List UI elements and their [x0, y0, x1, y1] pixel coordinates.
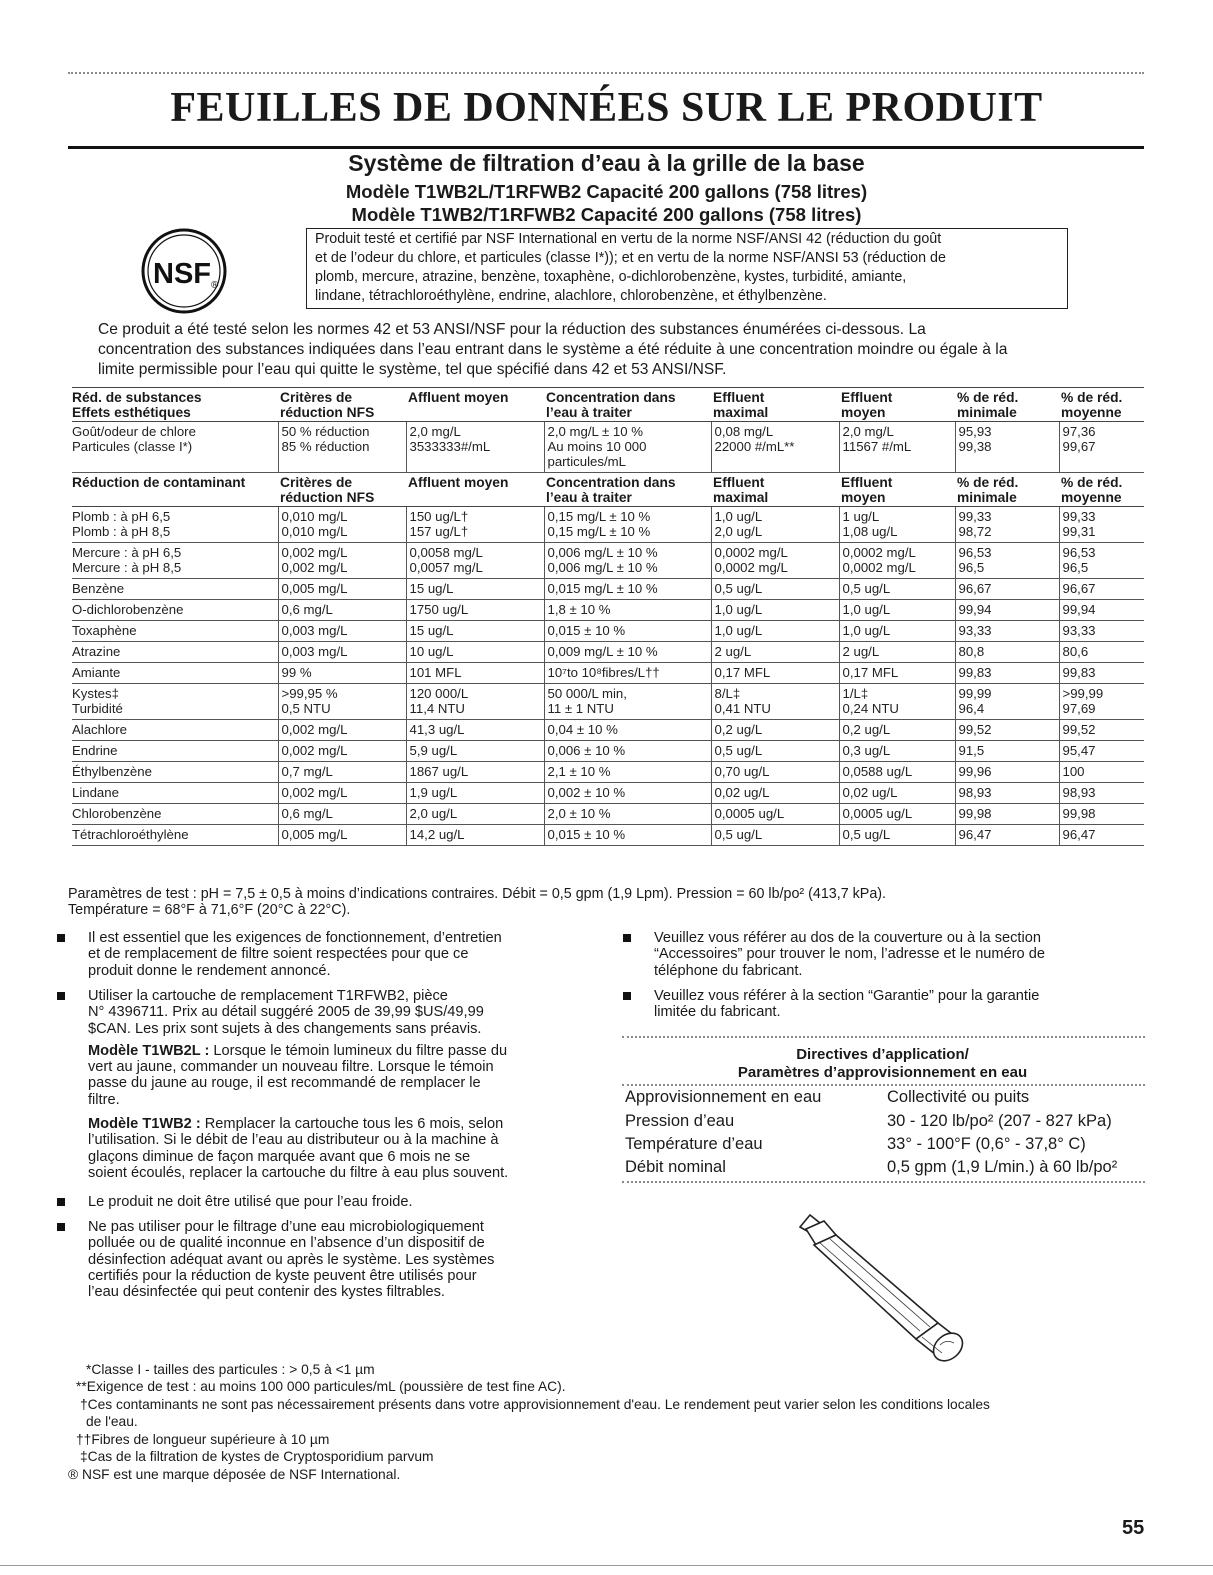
table-cell: 0,0002 mg/L 0,0002 mg/L — [839, 543, 955, 579]
table-cell: 0,08 mg/L 22000 #/mL** — [711, 422, 839, 473]
table-cell: 99,98 — [1059, 804, 1144, 825]
table-cell: 0,2 ug/L — [711, 720, 839, 741]
table-cell: 2 ug/L — [839, 642, 955, 663]
model-line-1: Modèle T1WB2L/T1RFWB2 Capacité 200 gallons (758 litres) — [345, 181, 868, 202]
page-number: 55 — [1122, 1517, 1145, 1539]
column-header: Effluent maximal — [711, 473, 839, 507]
table-cell: Plomb : à pH 6,5 Plomb : à pH 8,5 — [72, 507, 278, 543]
nsf-line: et de l’odeur du chlore, et particules (classe I*)); et en vertu de la norme NSF/ANSI 53 (réduction de — [315, 250, 946, 266]
note-line: soient écoulés, replacer la cartouche du filtre à eau plus souvent. — [88, 1164, 509, 1181]
table-cell: 0,002 mg/L — [278, 741, 406, 762]
directive-value: 30 - 120 lb/po² (207 - 827 kPa) — [887, 1112, 1112, 1130]
table-cell: 0,2 ug/L — [839, 720, 955, 741]
table-cell: 0,5 ug/L — [839, 825, 955, 846]
table-cell: 80,8 — [955, 642, 1059, 663]
bullet-square-icon — [57, 992, 65, 1000]
table-cell: >99,99 97,69 — [1059, 684, 1144, 720]
table-cell: Benzène — [72, 579, 278, 600]
system-title: Système de filtration d’eau à la grille de la base — [348, 150, 865, 176]
table-cell: 0,0005 ug/L — [711, 804, 839, 825]
bullet-line: limitée du fabricant. — [654, 1004, 781, 1021]
column-header: Réd. de substances Effets esthétiques — [72, 388, 278, 422]
intro-paragraph — [98, 320, 1148, 380]
bullet-line: et de remplacement de filtre soient respectées pour que ce — [88, 946, 469, 963]
bullet-line: produit donne le rendement annoncé. — [88, 962, 331, 979]
table-cell: 0,005 mg/L — [278, 825, 406, 846]
page-title: FEUILLES DE DONNÉES SUR LE PRODUIT — [170, 85, 1043, 131]
bullet-manufacturer-contact — [654, 930, 1144, 979]
table-cell: 0,17 MFL — [839, 663, 955, 684]
table-cell: 0,002 mg/L — [278, 783, 406, 804]
table-cell: 0,6 mg/L — [278, 804, 406, 825]
table-cell: 0,003 mg/L — [278, 642, 406, 663]
table-cell: 99,33 98,72 — [955, 507, 1059, 543]
table-row — [72, 684, 1144, 720]
column-header: Effluent maximal — [711, 388, 839, 422]
table-cell: 1,0 ug/L — [839, 621, 955, 642]
table-cell: 95,93 99,38 — [955, 422, 1059, 473]
table-cell: 1867 ug/L — [406, 762, 544, 783]
table-cell: Goût/odeur de chlore Particules (classe I*) — [72, 422, 278, 473]
table-cell: 0,002 mg/L — [278, 720, 406, 741]
bullet-microbiological-warning — [88, 1219, 588, 1300]
table-cell: 0,003 mg/L — [278, 621, 406, 642]
table-cell: 96,47 — [955, 825, 1059, 846]
table-cell: 93,33 — [1059, 621, 1144, 642]
bullet-replacement-cartridge — [88, 988, 593, 1181]
table-cell: 96,53 96,5 — [955, 543, 1059, 579]
bullet-line: Ne pas utiliser pour le filtrage d’une eau microbiologiquement — [88, 1219, 484, 1235]
table-cell: 0,0588 ug/L — [839, 762, 955, 783]
table-row — [72, 762, 1144, 783]
bullet-cold-water — [88, 1194, 588, 1210]
table-cell: 101 MFL — [406, 663, 544, 684]
table-cell: 0,6 mg/L — [278, 600, 406, 621]
table-cell: Kystes‡ Turbidité — [72, 684, 278, 720]
intro-line: limite permissible pour l’eau qui quitte le système, tel que spécifié dans 42 et 53 ANSI/NSF. — [98, 361, 727, 378]
table-cell: 0,006 mg/L ± 10 % 0,006 mg/L ± 10 % — [544, 543, 711, 579]
table-cell: 14,2 ug/L — [406, 825, 544, 846]
note-line: vert au jaune, commander un nouveau filtre. Lorsque le témoin — [88, 1059, 494, 1076]
table-cell: 0,0058 mg/L 0,0057 mg/L — [406, 543, 544, 579]
table-cell: 0,5 ug/L — [839, 579, 955, 600]
footnote: ® NSF est une marque déposée de NSF International. — [68, 1467, 401, 1482]
column-header: % de réd. minimale — [955, 473, 1059, 507]
table-cell: Amiante — [72, 663, 278, 684]
table-cell: 99,98 — [955, 804, 1059, 825]
directive-label: Pression d’eau — [625, 1112, 735, 1130]
table-cell: 0,5 ug/L — [711, 579, 839, 600]
bullet-line: l’eau désinfectée qui peut contenir des kystes filtrables. — [88, 1284, 445, 1301]
table-cell: 0,7 mg/L — [278, 762, 406, 783]
test-params-line: Paramètres de test : pH = 7,5 ± 0,5 à moins d’indications contraires. Débit = 0,5 gpm (1,9 Lpm). Pression = 60 lb/po² (413,7 kPa). — [68, 886, 887, 902]
bullet-line: Le produit ne doit être utilisé que pour l’eau froide. — [88, 1194, 413, 1210]
intro-line: Ce produit a été testé selon les normes 42 et 53 ANSI/NSF pour la réduction des substances énumérées ci-dessous. La — [98, 321, 926, 338]
table-cell: 99,52 — [1059, 720, 1144, 741]
table-cell: 2,0 ug/L — [406, 804, 544, 825]
nsf-line: lindane, tétrachloroéthylène, endrine, alachlore, chlorobenzène, et éthylbenzène. — [315, 288, 827, 304]
bullet-line: Veuillez vous référer au dos de la couverture ou à la section — [654, 930, 1041, 946]
table-row — [72, 543, 1144, 579]
table-cell: 41,3 ug/L — [406, 720, 544, 741]
table-cell: 99 % — [278, 663, 406, 684]
table-cell: 15 ug/L — [406, 579, 544, 600]
table-row — [72, 825, 1144, 846]
column-header: % de réd. minimale — [955, 388, 1059, 422]
table-cell: 10 ug/L — [406, 642, 544, 663]
bullet-line: polluée ou de qualité inconnue en l’absence d’un dispositif de — [88, 1235, 485, 1252]
column-header: Effluent moyen — [839, 473, 955, 507]
model-t1wb2-label: Modèle T1WB2 : — [88, 1116, 201, 1133]
column-header: % de réd. moyenne — [1059, 388, 1144, 422]
table-cell: 0,15 mg/L ± 10 % 0,15 mg/L ± 10 % — [544, 507, 711, 543]
bullet-warranty — [654, 988, 1144, 1021]
table-cell: 98,93 — [1059, 783, 1144, 804]
directive-label: Débit nominal — [625, 1158, 726, 1176]
table-cell: Chlorobenzène — [72, 804, 278, 825]
footnote: ‡Cas de la filtration de kystes de Cryptosporidium parvum — [80, 1449, 434, 1464]
intro-line: concentration des substances indiquées dans l’eau entrant dans le système a été réduite à une concentration moindre ou égale à la — [98, 341, 1008, 358]
bullet-line: téléphone du fabricant. — [654, 962, 803, 979]
bullet-line: N° 4396711. Prix au détail suggéré 2005 de 39,99 $US/49,99 — [88, 1004, 484, 1021]
column-header: Réduction de contaminant — [72, 473, 278, 507]
nsf-certification-box — [306, 228, 1068, 309]
table-cell: 99,94 — [955, 600, 1059, 621]
bullet-line: Utiliser la cartouche de remplacement T1RFWB2, pièce — [88, 988, 448, 1004]
table-cell: Éthylbenzène — [72, 762, 278, 783]
table-cell: 0,5 ug/L — [711, 741, 839, 762]
table-cell: 0,0002 mg/L 0,0002 mg/L — [711, 543, 839, 579]
note-line: Remplacer la cartouche tous les 6 mois, selon — [200, 1116, 504, 1133]
table-cell: 0,04 ± 10 % — [544, 720, 711, 741]
model-t1wb2-note — [88, 1116, 593, 1181]
table-cell: 0,009 mg/L ± 10 % — [544, 642, 711, 663]
table-cell: 0,006 ± 10 % — [544, 741, 711, 762]
table-row — [72, 642, 1144, 663]
table-cell: 2,0 mg/L 11567 #/mL — [839, 422, 955, 473]
note-line: filtre. — [88, 1091, 120, 1108]
table-cell: 99,52 — [955, 720, 1059, 741]
table-cell: 1/L‡ 0,24 NTU — [839, 684, 955, 720]
table-cell: 0,010 mg/L 0,010 mg/L — [278, 507, 406, 543]
directive-value: 0,5 gpm (1,9 L/min.) à 60 lb/po² — [887, 1158, 1118, 1176]
table-cell: Mercure : à pH 6,5 Mercure : à pH 8,5 — [72, 543, 278, 579]
table-row — [72, 741, 1144, 762]
table-cell: Lindane — [72, 783, 278, 804]
table-cell: 0,3 ug/L — [839, 741, 955, 762]
table-cell: 150 ug/L† 157 ug/L† — [406, 507, 544, 543]
table-cell: 0,5 ug/L — [711, 825, 839, 846]
column-header: Concentration dans l’eau à traiter — [544, 388, 711, 422]
bullet-requirements — [88, 930, 588, 979]
table-cell: 99,96 — [955, 762, 1059, 783]
table-cell: 120 000/L 11,4 NTU — [406, 684, 544, 720]
directive-value: Collectivité ou puits — [887, 1088, 1030, 1106]
directives-header-rule — [622, 1084, 1145, 1086]
table-cell: 96,67 — [955, 579, 1059, 600]
test-parameters — [68, 886, 1158, 918]
table-cell: 0,02 ug/L — [839, 783, 955, 804]
table-cell: 95,47 — [1059, 741, 1144, 762]
model-line-2: Modèle T1WB2/T1RFWB2 Capacité 200 gallons (758 litres) — [351, 204, 862, 225]
column-header: Concentration dans l’eau à traiter — [544, 473, 711, 507]
bullet-line: $CAN. Les prix sont sujets à des changements sans préavis. — [88, 1020, 482, 1037]
footnote: *Classe I - tailles des particules : > 0,5 à <1 µm — [86, 1362, 375, 1377]
table-cell: 1,0 ug/L — [711, 600, 839, 621]
table-cell: 1,0 ug/L 2,0 ug/L — [711, 507, 839, 543]
bullet-square-icon — [623, 934, 631, 942]
table-cell: 2,0 mg/L 3533333#/mL — [406, 422, 544, 473]
directives-bottom-rule — [622, 1181, 1145, 1183]
table-cell: 0,70 ug/L — [711, 762, 839, 783]
footnote: **Exigence de test : au moins 100 000 particules/mL (poussière de test fine AC). — [76, 1379, 566, 1394]
table-cell: 8/L‡ 0,41 NTU — [711, 684, 839, 720]
table-row — [72, 621, 1144, 642]
table-cell: Atrazine — [72, 642, 278, 663]
table-cell: 96,53 96,5 — [1059, 543, 1144, 579]
table-row — [72, 663, 1144, 684]
table-cell: 1,0 ug/L — [839, 600, 955, 621]
table-row — [72, 804, 1144, 825]
directives-title: Directives d’application/ — [796, 1046, 969, 1063]
table-cell: 98,93 — [955, 783, 1059, 804]
table-cell: >99,95 % 0,5 NTU — [278, 684, 406, 720]
table-cell: 99,99 96,4 — [955, 684, 1059, 720]
nsf-logo-text: NSF — [153, 258, 211, 290]
column-header: Effluent moyen — [839, 388, 955, 422]
bullet-square-icon — [57, 1223, 65, 1231]
table-cell: 1750 ug/L — [406, 600, 544, 621]
directive-label: Approvisionnement en eau — [625, 1088, 822, 1106]
directives-subtitle: Paramètres d’approvisionnement en eau — [737, 1064, 1028, 1081]
table-cell: Alachlore — [72, 720, 278, 741]
bullet-line: “Accessoires” pour trouver le nom, l’adresse et le numéro de — [654, 946, 1045, 963]
footnote: †Ces contaminants ne sont pas nécessairement présents dans votre approvisionnement d'eau. Le rendement peut varier selon les conditions locales — [80, 1397, 990, 1412]
table-cell: Endrine — [72, 741, 278, 762]
column-header: % de réd. moyenne — [1059, 473, 1144, 507]
bottom-rule — [0, 1565, 1213, 1566]
column-header: Critères de réduction NFS — [278, 388, 406, 422]
table-cell: 0,002 mg/L 0,002 mg/L — [278, 543, 406, 579]
table-cell: O-dichlorobenzène — [72, 600, 278, 621]
reduction-data-table — [72, 387, 1144, 846]
column-header: Affluent moyen — [406, 388, 544, 422]
table-cell: 99,83 — [955, 663, 1059, 684]
table-cell: 93,33 — [955, 621, 1059, 642]
table-cell: 0,005 mg/L — [278, 579, 406, 600]
table-cell: 2,0 mg/L ± 10 % Au moins 10 000 particules/mL — [544, 422, 711, 473]
table-cell: 2,0 ± 10 % — [544, 804, 711, 825]
table-cell: 1,8 ± 10 % — [544, 600, 711, 621]
bullet-line: désinfection adéquat avant ou après le système. Les systèmes — [88, 1251, 495, 1268]
table-row — [72, 422, 1144, 473]
footnote: ††Fibres de longueur supérieure à 10 µm — [76, 1432, 330, 1447]
table-cell: 96,47 — [1059, 825, 1144, 846]
top-dotted-rule — [68, 72, 1144, 74]
table-header-row — [72, 473, 1144, 507]
table-cell: 0,015 ± 10 % — [544, 621, 711, 642]
table-cell: 1,9 ug/L — [406, 783, 544, 804]
table-row — [72, 579, 1144, 600]
table-cell: 0,002 ± 10 % — [544, 783, 711, 804]
table-cell: 50 % réduction 85 % réduction — [278, 422, 406, 473]
table-cell: 96,67 — [1059, 579, 1144, 600]
table-cell: Toxaphène — [72, 621, 278, 642]
table-row — [72, 783, 1144, 804]
note-line: passe du jaune au rouge, il est recommandé de remplacer le — [88, 1075, 481, 1092]
table-cell: 99,83 — [1059, 663, 1144, 684]
bullet-line: certifiés pour la réduction de kyste peuvent être utilisés pour — [88, 1267, 477, 1284]
table-cell: 10⁷to 10⁸fibres/L†† — [544, 663, 711, 684]
bullet-line: Veuillez vous référer à la section “Garantie” pour la garantie — [654, 988, 1040, 1004]
table-cell: 99,33 99,31 — [1059, 507, 1144, 543]
table-cell: 2 ug/L — [711, 642, 839, 663]
note-line: l’utilisation. Si le débit de l’eau au distributeur ou à la machine à — [88, 1132, 499, 1149]
model-t1wb2l-label: Modèle T1WB2L : — [88, 1042, 210, 1059]
table-cell: 0,0005 ug/L — [839, 804, 955, 825]
nsf-line: plomb, mercure, atrazine, benzène, toxaphène, o-dichlorobenzène, kystes, turbidité, amiante, — [315, 269, 907, 285]
title-rule — [68, 146, 1144, 149]
table-row — [72, 600, 1144, 621]
table-cell: 100 — [1059, 762, 1144, 783]
column-header: Affluent moyen — [406, 473, 544, 507]
bullet-square-icon — [623, 992, 631, 1000]
directives-top-rule — [622, 1036, 1145, 1038]
nsf-line: Produit testé et certifié par NSF International en vertu de la norme NSF/ANSI 42 (réduction du goût — [315, 231, 942, 247]
filter-cartridge-illustration — [780, 1205, 980, 1365]
table-cell: 15 ug/L — [406, 621, 544, 642]
table-cell: 80,6 — [1059, 642, 1144, 663]
table-cell: 0,17 MFL — [711, 663, 839, 684]
table-row — [72, 720, 1144, 741]
nsf-logo — [141, 228, 227, 314]
table-cell: 0,02 ug/L — [711, 783, 839, 804]
table-header-row — [72, 388, 1144, 422]
footnote: de l'eau. — [86, 1414, 138, 1429]
table-cell: 91,5 — [955, 741, 1059, 762]
table-cell: 2,1 ± 10 % — [544, 762, 711, 783]
bullet-line: Il est essentiel que les exigences de fonctionnement, d’entretien — [88, 930, 502, 946]
svg-text:®: ® — [211, 280, 219, 291]
table-cell: 99,94 — [1059, 600, 1144, 621]
bullet-square-icon — [57, 1198, 65, 1206]
note-line: Lorsque le témoin lumineux du filtre passe du — [209, 1042, 508, 1059]
table-cell: 5,9 ug/L — [406, 741, 544, 762]
column-header: Critères de réduction NFS — [278, 473, 406, 507]
note-line: glaçons diminue de façon marquée avant que 6 mois ne se — [88, 1148, 471, 1165]
model-t1wb2l-note — [88, 1043, 593, 1108]
table-cell: 1 ug/L 1,08 ug/L — [839, 507, 955, 543]
table-cell: 1,0 ug/L — [711, 621, 839, 642]
table-cell: 50 000/L min, 11 ± 1 NTU — [544, 684, 711, 720]
table-row — [72, 507, 1144, 543]
table-cell: 0,015 ± 10 % — [544, 825, 711, 846]
bullet-square-icon — [57, 934, 65, 942]
table-cell: 0,015 mg/L ± 10 % — [544, 579, 711, 600]
directive-label: Température d’eau — [625, 1135, 763, 1153]
table-cell: 97,36 99,67 — [1059, 422, 1144, 473]
table-cell: Tétrachloroéthylène — [72, 825, 278, 846]
test-params-line: Température = 68°F à 71,6°F (20°C à 22°C). — [68, 902, 351, 918]
directive-value: 33° - 100°F (0,6° - 37,8° C) — [887, 1135, 1086, 1153]
